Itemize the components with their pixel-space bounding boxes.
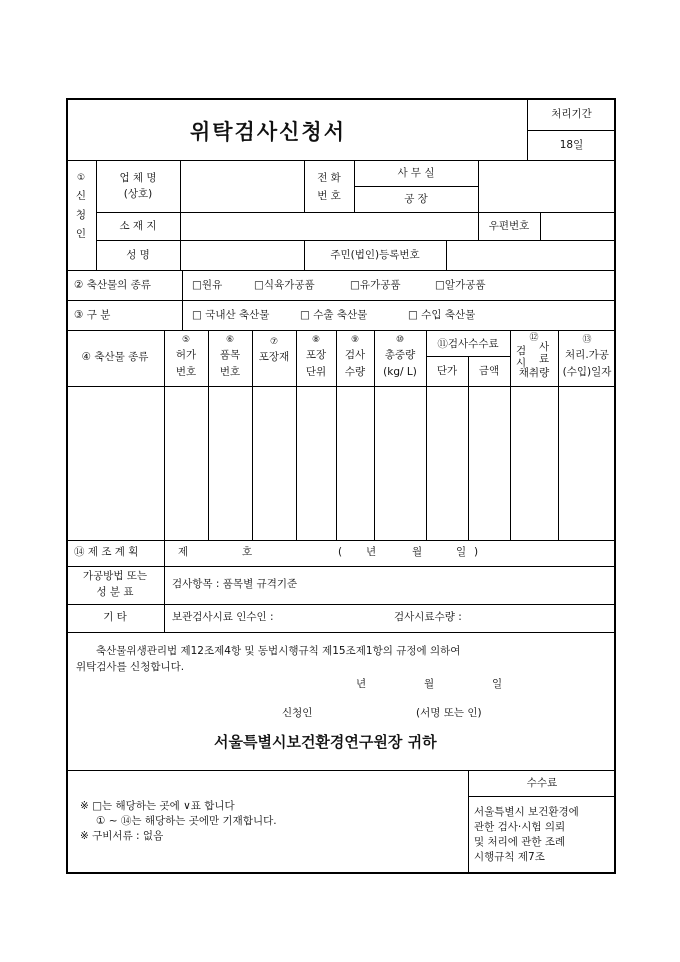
column-inspection-fee: ⑪검사수수료 xyxy=(437,338,499,350)
column-permit-number: 번호 xyxy=(175,366,197,378)
applicant-section-char: 인 xyxy=(75,228,87,240)
application-month-label: 월 xyxy=(424,678,435,690)
fee-text: 관한 검사·시험 의뢰 xyxy=(474,821,566,833)
column-sample-amount: 검 xyxy=(516,345,527,357)
column-number: ⑧ xyxy=(311,335,321,345)
business-name-label: 업 체 명 xyxy=(119,172,157,184)
column-fee-unit-price: 단가 xyxy=(436,365,458,377)
application-day-label: 일 xyxy=(492,678,503,690)
column-sample-amount: 사 xyxy=(539,341,550,353)
option-import[interactable]: □ 수입 축산물 xyxy=(408,309,476,321)
statement-text: 위탁검사를 신청합니다. xyxy=(76,661,185,673)
option-dairy-products[interactable]: □유가공품 xyxy=(350,279,401,291)
application-form xyxy=(66,98,616,874)
fee-label: 수수료 xyxy=(526,777,558,789)
address-label: 소 재 지 xyxy=(119,220,157,232)
option-egg-products[interactable]: □알가공품 xyxy=(435,279,486,291)
processing-period-value: 18일 xyxy=(559,139,584,151)
inspection-items-value: 검사항목 : 품목별 규격기준 xyxy=(172,578,298,590)
option-domestic[interactable]: □ 국내산 축산물 xyxy=(192,309,270,321)
column-processing-date: (수입)일자 xyxy=(562,366,612,378)
column-fee-amount: 금액 xyxy=(478,365,500,377)
column-inspection-quantity: 검사 xyxy=(344,349,366,361)
etc-label: 기 타 xyxy=(103,611,127,623)
name-label: 성 명 xyxy=(126,249,150,261)
column-package-unit: 단위 xyxy=(305,366,327,378)
fee-text: 시행규칙 제7조 xyxy=(474,851,545,863)
column-number: ⑤ xyxy=(181,335,191,345)
manufacturing-plan-label: ⑭ 제 조 계 획 xyxy=(74,546,139,558)
phone-label: 번 호 xyxy=(317,190,341,202)
column-permit-number: 허가 xyxy=(175,349,197,361)
column-number: ⑨ xyxy=(350,335,360,345)
fee-text: 서울특별시 보건환경에 xyxy=(474,806,579,818)
factory-phone-label: 공 장 xyxy=(404,193,428,205)
registration-number-label: 주민(법인)등록번호 xyxy=(330,249,420,261)
business-name-sublabel: (상호) xyxy=(123,188,153,200)
plan-ho-label: 호 xyxy=(242,546,253,558)
sample-receiver-label: 보관검사시료 인수인 : xyxy=(172,611,274,623)
application-year-label: 년 xyxy=(356,678,367,690)
column-sample-amount: 시 xyxy=(516,357,527,369)
plan-day-label: 일 xyxy=(456,546,467,558)
note-line: ※ 구비서류 : 없음 xyxy=(80,830,164,842)
column-processing-date: 처리.가공 xyxy=(565,349,609,361)
column-packaging: 포장재 xyxy=(258,351,290,363)
applicant-signature-label: 신청인 xyxy=(282,707,313,719)
applicant-section-char: 신 xyxy=(75,190,87,202)
plan-month-label: 월 xyxy=(412,546,423,558)
process-method-label: 성 분 표 xyxy=(96,586,134,598)
postcode-label: 우편번호 xyxy=(488,220,530,232)
column-number: ⑫ xyxy=(529,333,539,343)
statement-text: 축산물위생관리법 제12조제4항 및 동법시행규칙 제15조제1항의 규정에 의하여 xyxy=(96,645,461,657)
processing-period-label: 처리기간 xyxy=(551,108,592,120)
option-export[interactable]: □ 수출 축산물 xyxy=(300,309,368,321)
sample-quantity-label: 검사시료수량 : xyxy=(394,611,462,623)
applicant-section-char: 청 xyxy=(75,209,87,221)
plan-close-paren: ) xyxy=(474,546,479,558)
column-number: ⑥ xyxy=(225,335,235,345)
option-meat-products[interactable]: □식육가공품 xyxy=(254,279,315,291)
process-method-label: 가공방법 또는 xyxy=(82,570,148,582)
plan-year-label: 년 xyxy=(366,546,377,558)
division-label: ③ 구 분 xyxy=(74,309,111,321)
office-phone-label: 사 무 실 xyxy=(397,167,435,179)
column-number: ⑬ xyxy=(582,335,592,345)
addressee: 서울특별시보건환경연구원장 귀하 xyxy=(214,733,437,751)
column-package-unit: 포장 xyxy=(305,349,327,361)
product-kind-label: ② 축산물의 종류 xyxy=(74,279,151,291)
phone-label: 전 화 xyxy=(317,172,341,184)
column-sample-amount: 료 xyxy=(539,353,550,365)
column-total-weight: 총중량 xyxy=(384,349,416,361)
fee-text: 및 처리에 관한 조례 xyxy=(474,836,566,848)
column-item-number: 번호 xyxy=(219,366,241,378)
signature-or-seal-label: (서명 또는 인) xyxy=(416,707,482,719)
plan-open-paren: ( xyxy=(338,546,343,558)
option-raw-milk[interactable]: □원유 xyxy=(192,279,223,291)
applicant-section-number: ① xyxy=(76,173,86,183)
column-sample-amount: 채취량 xyxy=(518,367,550,379)
column-number: ⑩ xyxy=(395,335,405,345)
form-title: 위탁검사신청서 xyxy=(189,119,346,144)
column-product-type: ④ 축산물 종류 xyxy=(81,351,149,363)
column-total-weight: (kg/ L) xyxy=(383,366,417,378)
plan-no-label: 제 xyxy=(178,546,189,558)
column-item-number: 품목 xyxy=(219,349,241,361)
column-number: ⑦ xyxy=(269,337,279,347)
note-line: ※ □는 해당하는 곳에 ∨표 합니다 xyxy=(80,800,235,812)
note-line: ① ~ ⑭는 해당하는 곳에만 기재합니다. xyxy=(96,815,277,827)
column-inspection-quantity: 수량 xyxy=(344,366,366,378)
